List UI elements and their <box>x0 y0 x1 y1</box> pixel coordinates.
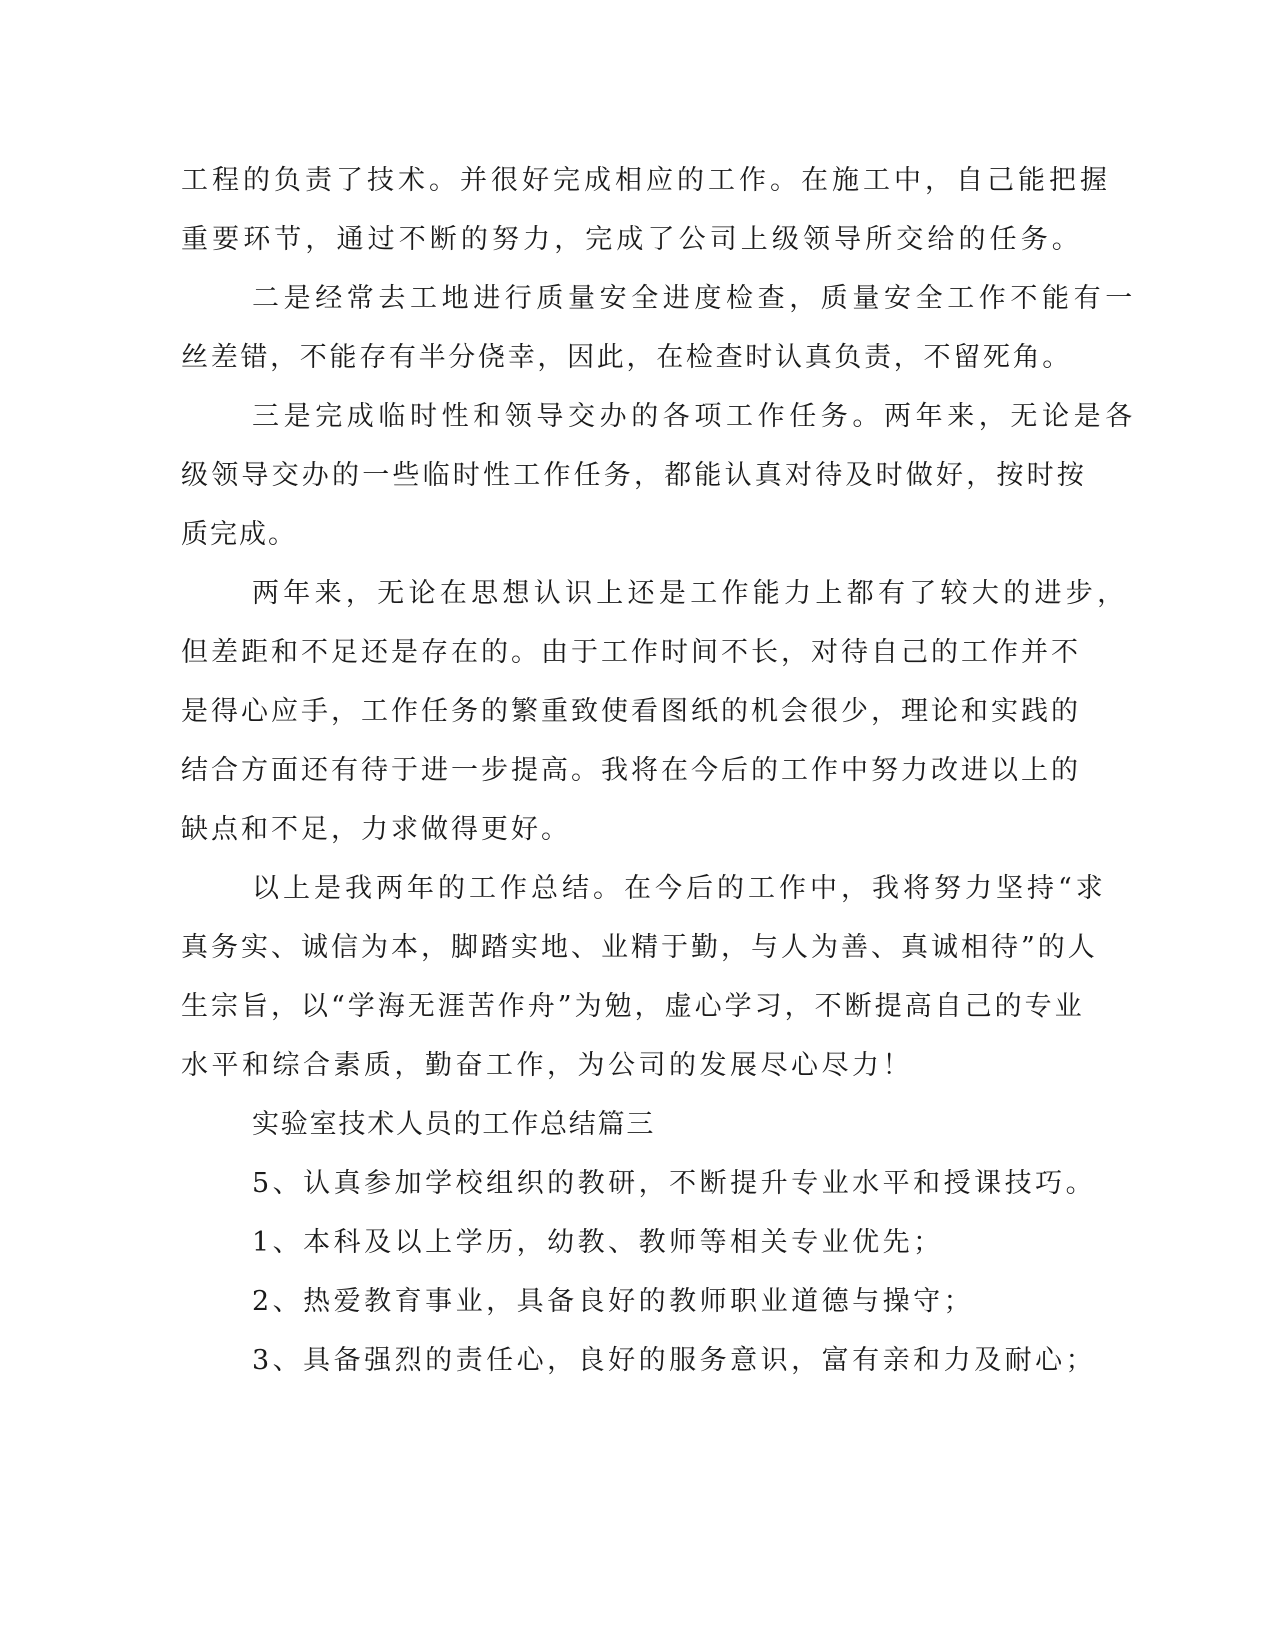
line-text: 三是完成临时性和领导交办的各项工作任务。两年来，无论是各 <box>252 401 1137 432</box>
text-line <box>0 515 1275 555</box>
text-line <box>0 161 1275 201</box>
line-text: 真务实、诚信为本，脚踏实地、业精于勤，与人为善、真诚相待”的人 <box>181 932 1098 963</box>
section-heading-text: 实验室技术人员的工作总结篇三 <box>252 1109 656 1140</box>
line-text: 工程的负责了技术。并很好完成相应的工作。在施工中，自己能把握 <box>181 165 1111 196</box>
text-line <box>0 633 1275 673</box>
text-line <box>0 751 1275 791</box>
line-text: 质完成。 <box>181 519 297 550</box>
text-line <box>0 869 1275 909</box>
line-text: 但差距和不足还是存在的。由于工作时间不长，对待自己的工作并不 <box>181 637 1081 668</box>
line-text: 生宗旨，以“学海无涯苦作舟”为勉，虚心学习，不断提高自己的专业 <box>181 991 1085 1022</box>
text-line <box>0 810 1275 850</box>
text-line <box>0 574 1275 614</box>
line-text: 丝差错，不能存有半分侥幸，因此，在检查时认真负责，不留死角。 <box>181 342 1072 373</box>
list-item <box>0 1164 1275 1204</box>
text-line <box>0 338 1275 378</box>
list-item-text: 2、热爱教育事业，具备良好的教师职业道德与操守； <box>252 1286 975 1317</box>
text-line <box>0 1046 1275 1086</box>
text-line <box>0 397 1275 437</box>
line-text: 水平和综合素质，勤奋工作，为公司的发展尽心尽力！ <box>181 1050 913 1081</box>
line-text: 二是经常去工地进行质量安全进度检查，质量安全工作不能有一 <box>252 283 1137 314</box>
line-text: 两年来，无论在思想认识上还是工作能力上都有了较大的进步， <box>252 578 1129 609</box>
text-line <box>0 987 1275 1027</box>
section-heading <box>0 1105 1275 1145</box>
line-text: 是得心应手，工作任务的繁重致使看图纸的机会很少，理论和实践的 <box>181 696 1081 727</box>
list-item-text: 1、本科及以上学历，幼教、教师等相关专业优先； <box>252 1227 944 1258</box>
text-line <box>0 279 1275 319</box>
text-line <box>0 456 1275 496</box>
list-item-text: 5、认真参加学校组织的教研，不断提升专业水平和授课技巧。 <box>252 1168 1097 1199</box>
list-item <box>0 1341 1275 1381</box>
list-item <box>0 1282 1275 1322</box>
list-item <box>0 1223 1275 1263</box>
text-line <box>0 928 1275 968</box>
line-text: 缺点和不足，力求做得更好。 <box>181 814 571 845</box>
text-line <box>0 692 1275 732</box>
line-text: 结合方面还有待于进一步提高。我将在今后的工作中努力改进以上的 <box>181 755 1081 786</box>
line-text: 级领导交办的一些临时性工作任务，都能认真对待及时做好，按时按 <box>181 460 1087 491</box>
text-line <box>0 220 1275 260</box>
line-text: 重要环节，通过不断的努力，完成了公司上级领导所交给的任务。 <box>181 224 1083 255</box>
list-item-text: 3、具备强烈的责任心，良好的服务意识，富有亲和力及耐心； <box>252 1345 1097 1376</box>
line-text: 以上是我两年的工作总结。在今后的工作中，我将努力坚持“求 <box>252 873 1107 904</box>
